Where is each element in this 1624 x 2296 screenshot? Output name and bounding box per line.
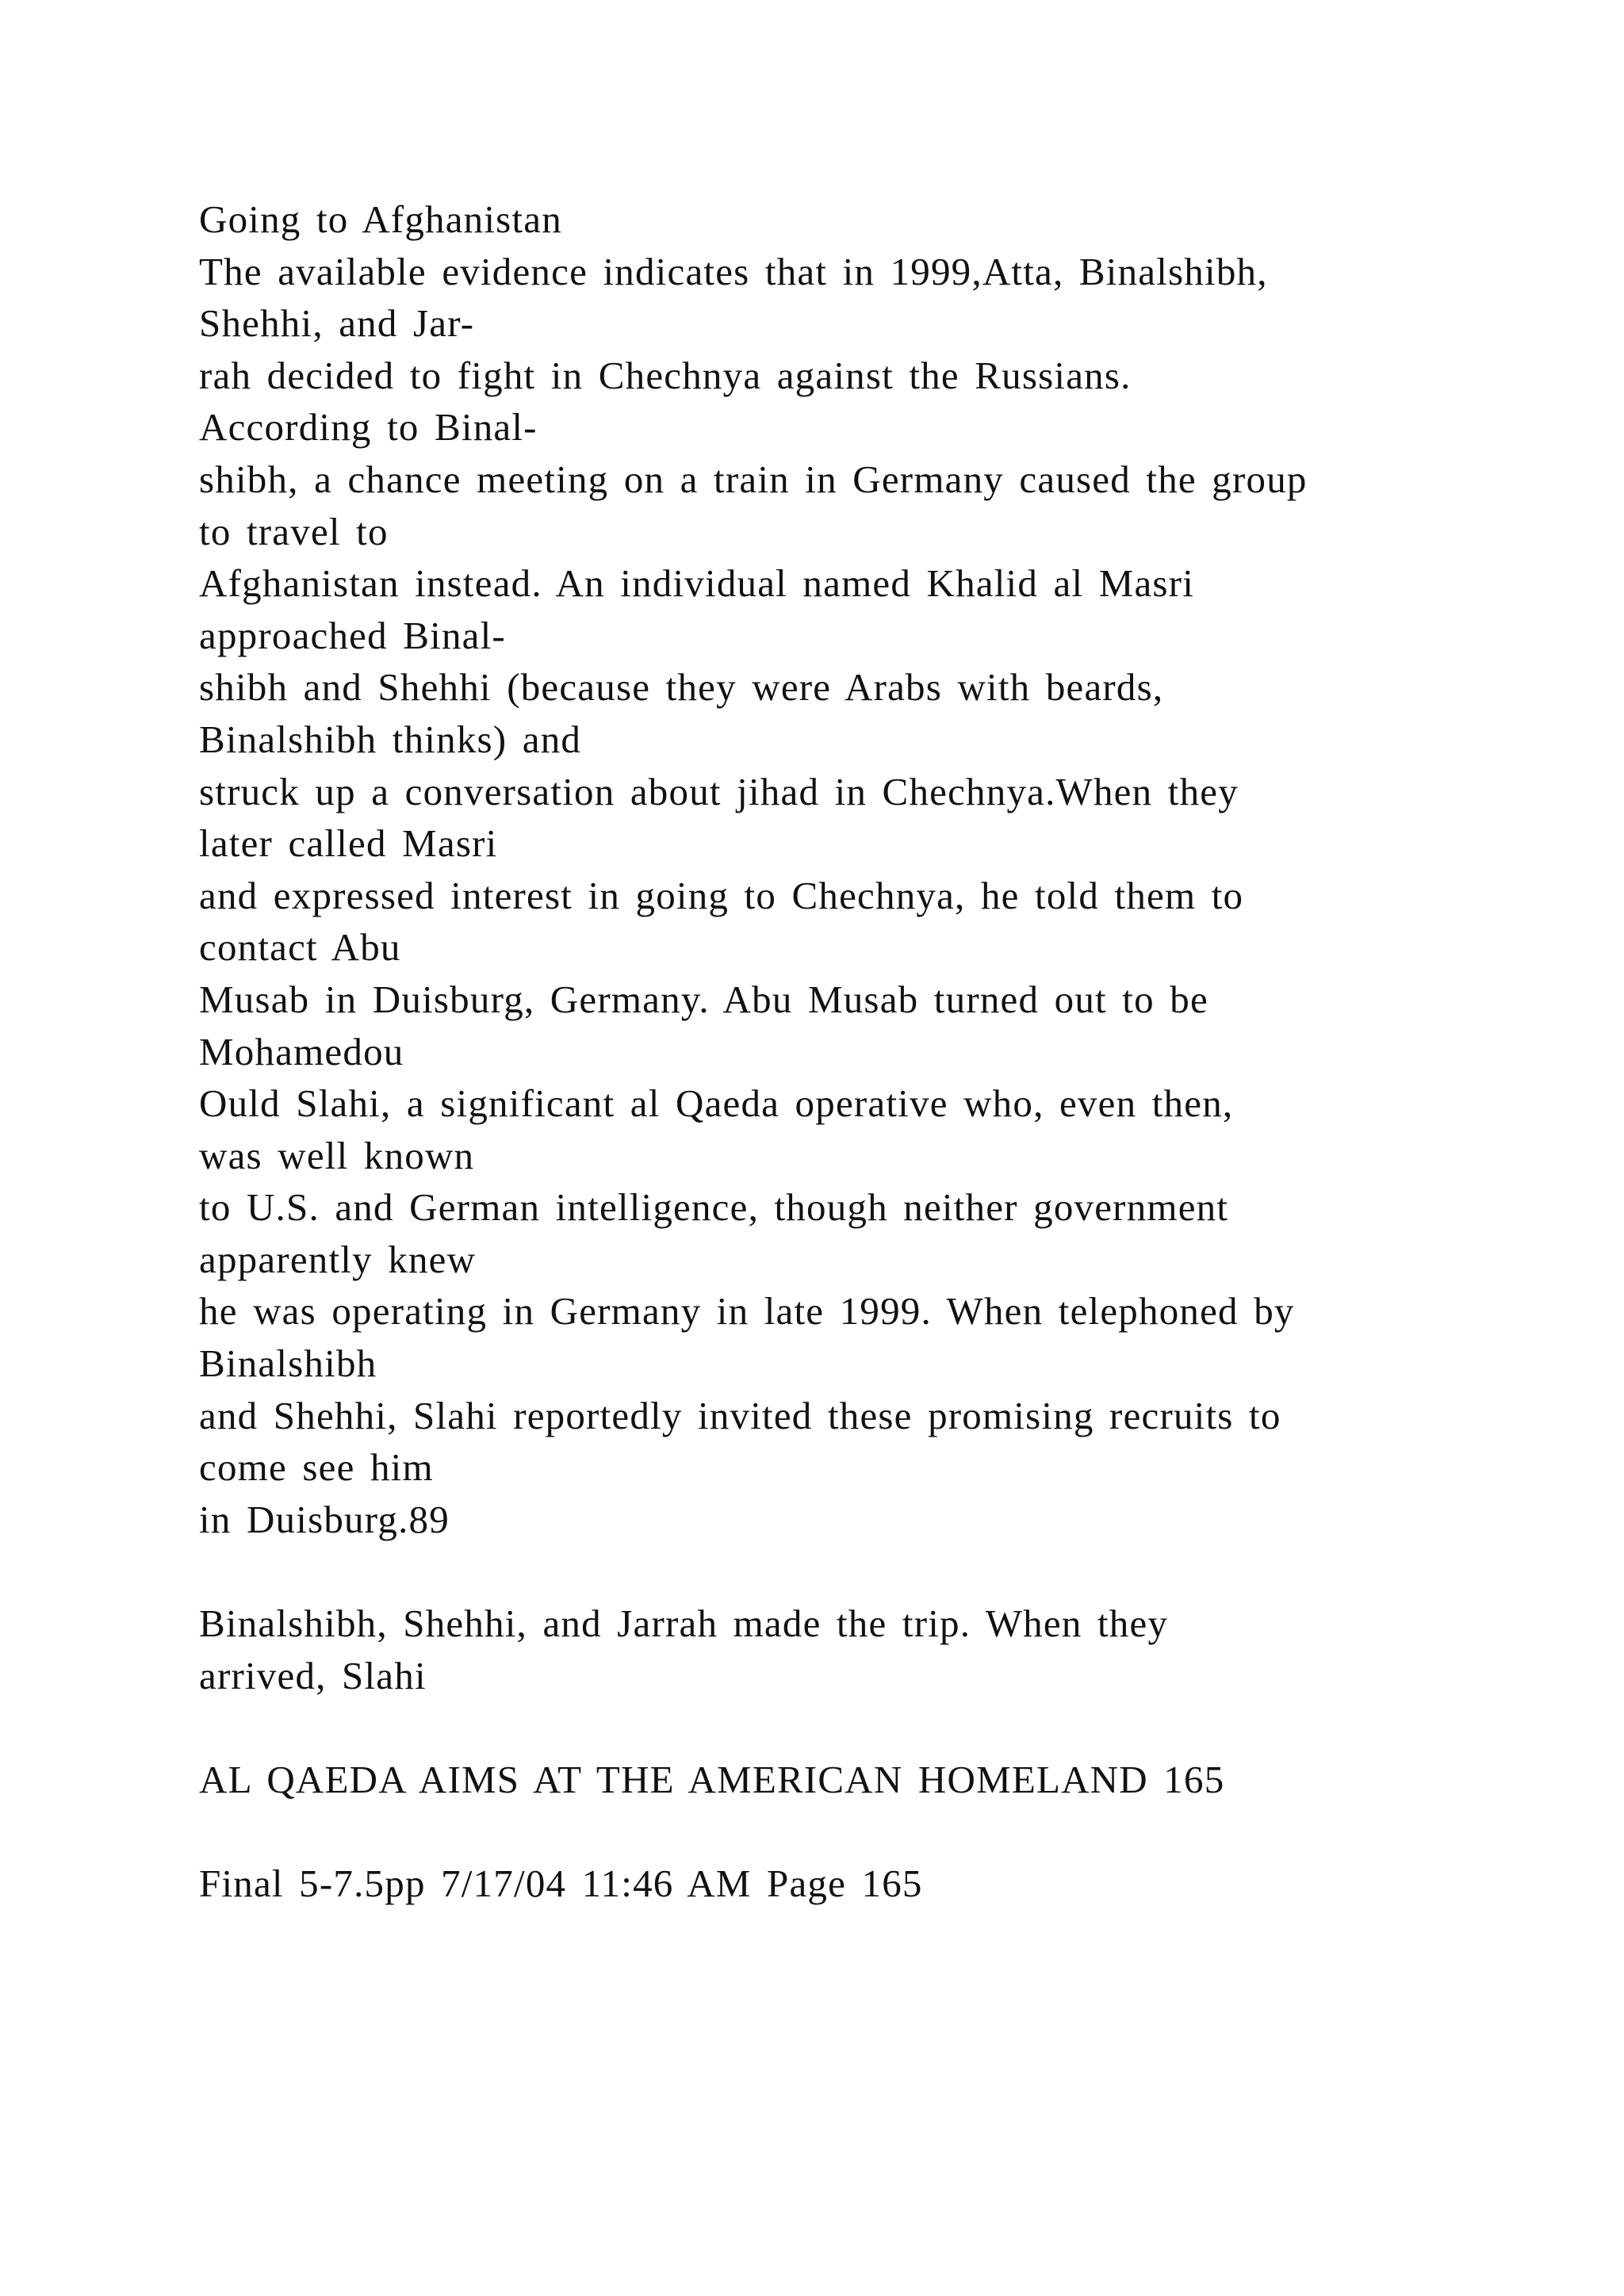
text-line: in Duisburg.89 <box>199 1497 450 1541</box>
paragraph-1 <box>199 246 1436 1546</box>
text-line: Binalshibh, Shehhi, and Jarrah made the trip. When they <box>199 1601 1169 1646</box>
text-line: and Shehhi, Slahi reportedly invited these promising recruits to <box>199 1393 1281 1437</box>
text-line: arrived, Slahi <box>199 1653 427 1697</box>
text-line: struck up a conversation about jihad in Chechnya.When they <box>199 769 1239 813</box>
text-line: Afghanistan instead. An individual named Khalid al Masri <box>199 561 1195 606</box>
text-line: rah decided to fight in Chechnya against the Russians. <box>199 353 1132 397</box>
text-line: approached Binal- <box>199 613 506 657</box>
blank-line <box>199 1545 1436 1598</box>
text-line: to travel to <box>199 509 389 553</box>
text-line: shibh and Shehhi (because they were Arabs with beards, <box>199 665 1164 710</box>
print-slug: Final 5-7.5pp 7/17/04 11:46 AM Page 165 <box>199 1862 923 1905</box>
text-line: Mohamedou <box>199 1029 404 1073</box>
text-line: he was operating in Germany in late 1999. When telephoned by <box>199 1289 1295 1334</box>
text-line: to U.S. and German intelligence, though neither government <box>199 1185 1229 1230</box>
text-line: Musab in Duisburg, Germany. Abu Musab turned out to be <box>199 977 1208 1021</box>
running-footer: AL QAEDA AIMS AT THE AMERICAN HOMELAND 165 <box>199 1757 1225 1801</box>
text-line: shibh, a chance meeting on a train in Germany caused the group <box>199 457 1308 501</box>
text-line: Binalshibh <box>199 1341 377 1386</box>
paragraph-2 <box>199 1598 1436 1701</box>
text-line: apparently knew <box>199 1237 477 1281</box>
blank-line <box>199 1805 1436 1858</box>
text-line: Shehhi, and Jar- <box>199 301 475 346</box>
section-heading: Going to Afghanistan <box>199 197 562 241</box>
text-line: and expressed interest in going to Chechnya, he told them to <box>199 873 1244 917</box>
text-line: come see him <box>199 1445 434 1490</box>
text-line: Binalshibh thinks) and <box>199 717 582 761</box>
text-line: later called Masri <box>199 821 498 866</box>
page-text <box>199 193 1436 1910</box>
text-line: According to Binal- <box>199 405 538 450</box>
text-line: The available evidence indicates that in 1999,Atta, Binalshibh, <box>199 249 1268 293</box>
text-line: contact Abu <box>199 925 401 970</box>
blank-line <box>199 1701 1436 1754</box>
text-line: Ould Slahi, a significant al Qaeda operative who, even then, <box>199 1081 1234 1126</box>
text-line: was well known <box>199 1133 475 1177</box>
